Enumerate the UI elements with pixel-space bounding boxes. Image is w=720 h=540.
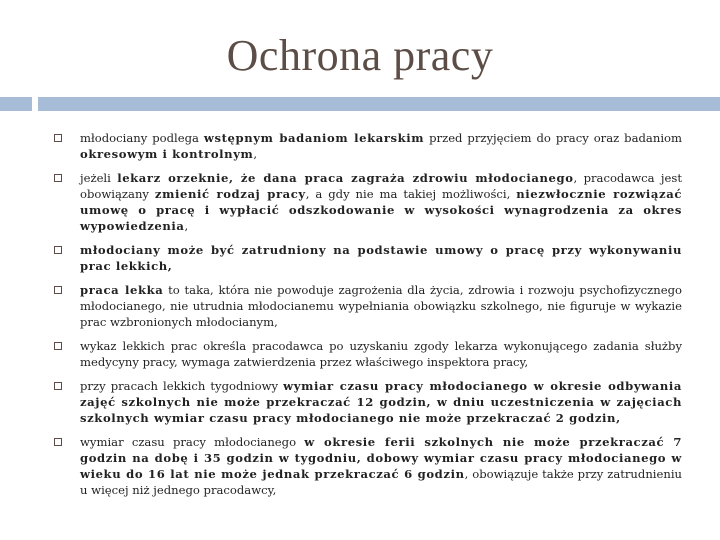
bullet-text: , a gdy nie ma takiej możliwości, (305, 187, 517, 201)
square-bullet-icon (54, 382, 62, 390)
square-bullet-icon (54, 134, 62, 142)
square-bullet-icon (54, 286, 62, 294)
bullet-text: wymiar czasu pracy młodocianego (80, 435, 305, 449)
bullet-text-bold: lekarz orzeknie, że dana praca zagraża zdrowiu młodocianego (117, 171, 574, 185)
bullet-text-bold: wstępnym badaniom lekarskim (203, 131, 425, 145)
square-bullet-icon (54, 342, 62, 350)
bullet-item (52, 170, 682, 234)
bullet-item (52, 242, 682, 274)
square-bullet-icon (54, 246, 62, 254)
bullet-text: , obowiązuje także przy zatrudnieniu u więcej niż jednego pracodawcy, (80, 467, 682, 497)
bullet-text: przy pracach lekkich tygodniowy (80, 379, 284, 393)
bullet-text: przed przyjęciem do pracy oraz badaniom (424, 131, 682, 145)
bullet-text-bold: praca lekka (80, 283, 164, 297)
bullet-text-bold: okresowym i kontrolnym (80, 147, 254, 161)
title-accent-bar-right (38, 97, 720, 111)
bullet-item (52, 130, 682, 162)
bullet-list (52, 130, 682, 506)
bullet-text-bold: niezwłocznie rozwiązać umowę o pracę i wypłacić odszkodowanie w wysokości wynagrodzenia za okres wypowiedzenia (80, 187, 682, 233)
bullet-text-bold: młodociany może być zatrudniony na podstawie umowy o pracę przy wykonywaniu prac lekkich, (80, 243, 682, 273)
bullet-text: , (184, 219, 189, 233)
title-accent-bar-left (0, 97, 32, 111)
slide-title: Ochrona pracy (226, 31, 494, 80)
bullet-text-bold: w okresie ferii szkolnych nie może przekraczać 7 godzin na dobę i 35 godzin w tygodniu, dobowy wymiar czasu pracy młodocianego w wieku do 16 lat nie może jednak przekraczać 6 godzin (80, 435, 682, 481)
bullet-item (52, 338, 682, 370)
bullet-item (52, 434, 682, 498)
square-bullet-icon (54, 174, 62, 182)
bullet-item (52, 378, 682, 426)
bullet-text-bold: zmienić rodzaj pracy (154, 187, 306, 201)
bullet-text: to taka, która nie powoduje zagrożenia dla życia, zdrowia i rozwoju psychofizycznego młodocianego, nie utrudnia młodocianemu wypełniania obowiązku szkolnego, nie figuruje w wykazie prac wzbronionych młodocianym, (80, 283, 682, 329)
bullet-text: młodociany podlega (80, 131, 204, 145)
bullet-text: wykaz lekkich prac określa pracodawca po uzyskaniu zgody lekarza wykonującego zadania służby medycyny pracy, wymaga zatwierdzenia przez właściwego inspektora pracy, (80, 339, 682, 369)
bullet-text-bold: wymiar czasu pracy młodocianego w okresie odbywania zajęć szkolnych nie może przekraczać 12 godzin, w dniu uczestniczenia w zajęciach szkolnych wymiar czasu pracy młodocianego nie może przekraczać 2 godzin, (80, 379, 682, 425)
square-bullet-icon (54, 438, 62, 446)
bullet-text: , (253, 147, 258, 161)
bullet-text: jeżeli (80, 171, 118, 185)
bullet-text: , pracodawca jest obowiązany (80, 171, 682, 201)
bullet-item (52, 282, 682, 330)
